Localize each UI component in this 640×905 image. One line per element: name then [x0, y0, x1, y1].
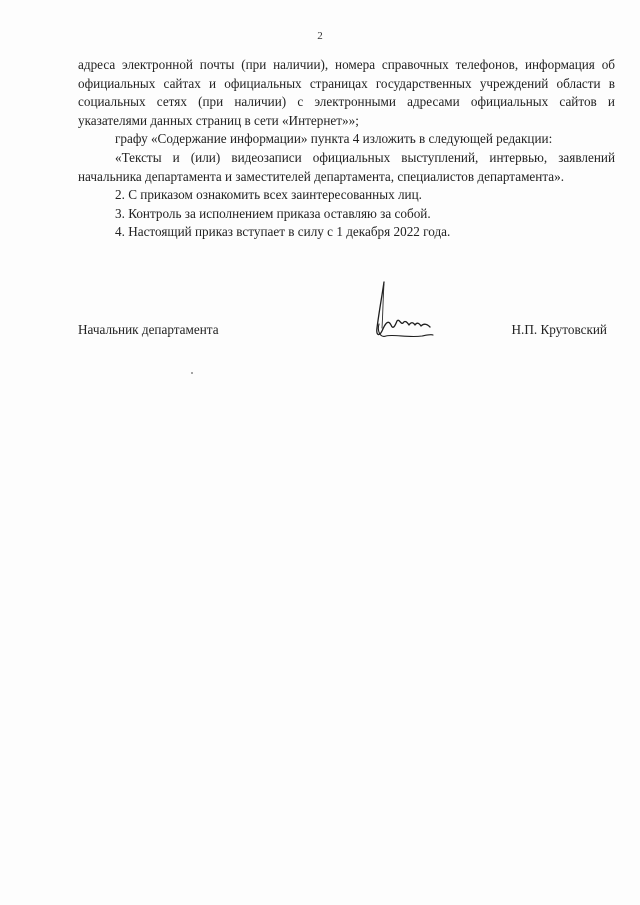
page-number: 2	[317, 30, 323, 42]
paragraph-continuation: адреса электронной почты (при наличии), номера справочных телефонов, информация об официальных сайтах и официальных страницах государственных учреждений области в социальных сетях (при наличии) с электронными адресами официальных сайтов и указателями данных страниц в сети «Интернет»»;	[78, 57, 615, 128]
signatory-title: Начальник департамента	[78, 322, 219, 337]
scan-speck	[191, 372, 193, 374]
document-body	[78, 56, 615, 242]
signatory-name: Н.П. Крутовский	[511, 322, 607, 337]
paragraph-column-edit: графу «Содержание информации» пункта 4 изложить в следующей редакции:	[115, 131, 553, 147]
order-item-3: 3. Контроль за исполнением приказа оставляю за собой.	[115, 205, 431, 221]
order-item-4: 4. Настоящий приказ вступает в силу с 1 декабря 2022 года.	[115, 224, 451, 240]
paragraph-quoted-text: «Тексты и (или) видеозаписи официальных выступлений, интервью, заявлений начальника департамента и заместителей департамента, специалистов департамента».	[78, 149, 615, 184]
signature-block	[78, 322, 615, 342]
order-item-2: 2. С приказом ознакомить всех заинтересованных лиц.	[115, 187, 422, 203]
